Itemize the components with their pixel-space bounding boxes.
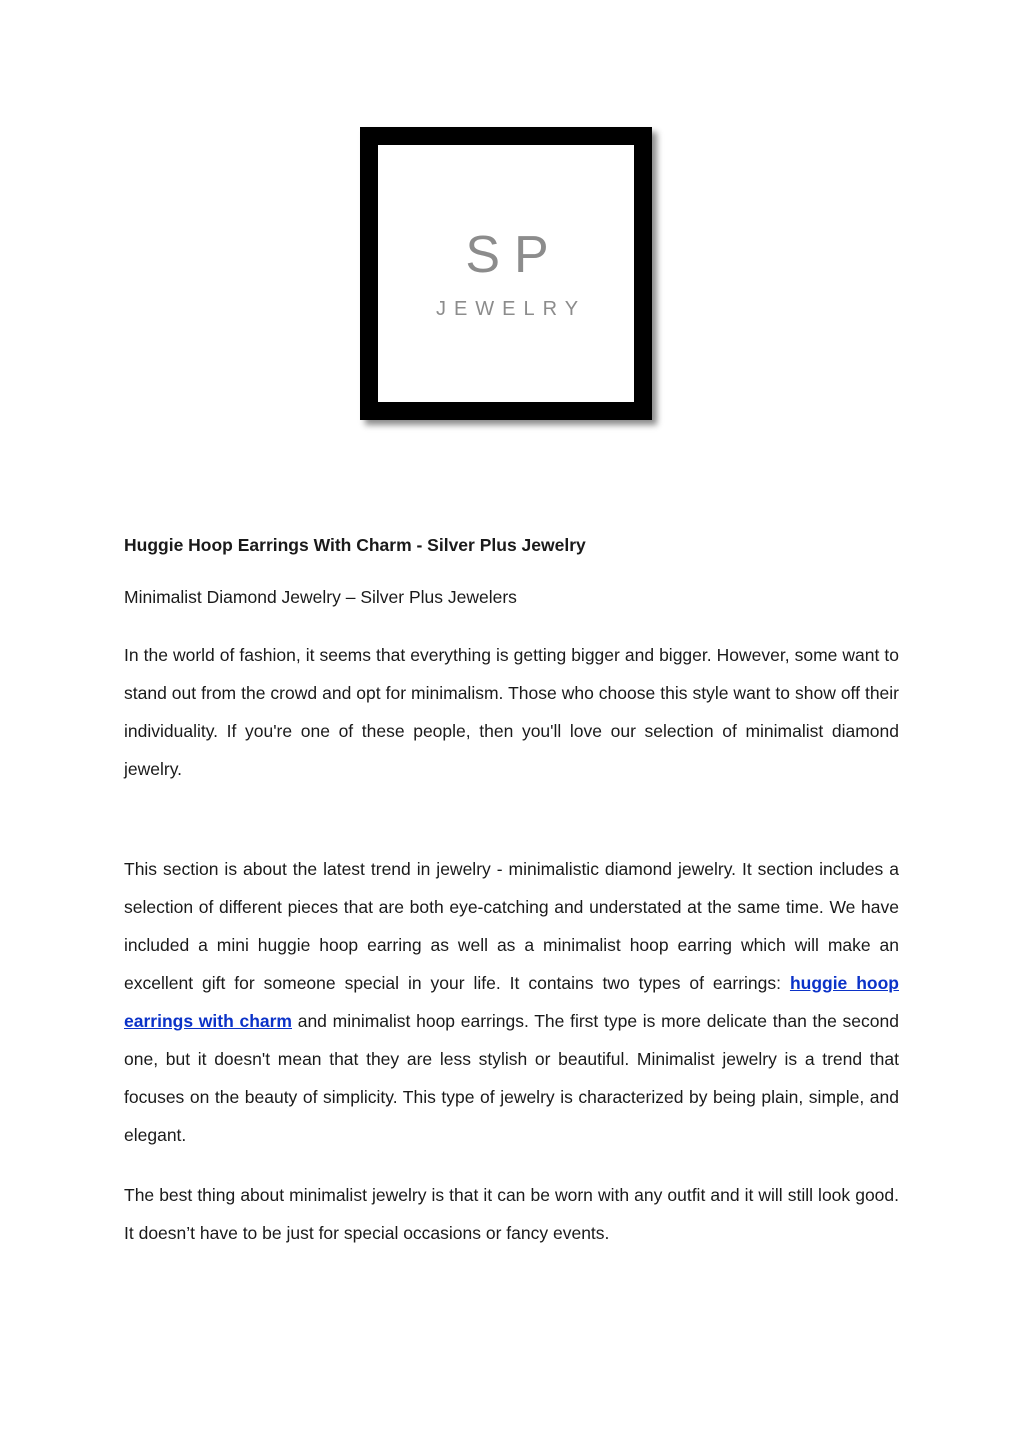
paragraph-section-text-start: This section is about the latest trend in jewelry - minimalistic diamond jewelry. It section includes a selection of different pieces that are both eye-catching and understated at the same time. We have included a mini huggie hoop earring as well as a minimalist hoop earring which will make an excellent gift for someone special in your life. It contains two types of earrings: — [124, 859, 899, 993]
brand-logo — [360, 127, 652, 420]
paragraph-intro: In the world of fashion, it seems that everything is getting bigger and bigger. However, some want to stand out from the crowd and opt for minimalism. Those who choose this style want to show off their individuality. If you're one of these people, then you'll love our selection of minimalist diamond jewelry. — [124, 645, 899, 779]
document-body — [124, 530, 899, 1252]
logo-initials: SP — [465, 226, 563, 284]
huggie-hoop-earrings-link[interactable]: huggie hoop earrings with charm — [124, 973, 899, 1031]
paragraph-section — [124, 850, 899, 1154]
paragraph-section-text-end: and minimalist hoop earrings. The first type is more delicate than the second one, but it doesn't mean that they are less stylish or beautiful. Minimalist jewelry is a trend that focuses on the beauty of simplicity. This type of jewelry is characterized by being plain, simple, and elegant. — [124, 1011, 899, 1145]
paragraph-closing: The best thing about minimalist jewelry is that it can be worn with any outfit and it will still look good. It doesn’t have to be just for special occasions or fancy events. — [124, 1185, 899, 1243]
logo-wordmark: JEWELRY — [435, 298, 587, 320]
document-subtitle: Minimalist Diamond Jewelry – Silver Plus Jewelers — [124, 587, 517, 607]
document-title: Huggie Hoop Earrings With Charm - Silver Plus Jewelry — [124, 535, 586, 555]
